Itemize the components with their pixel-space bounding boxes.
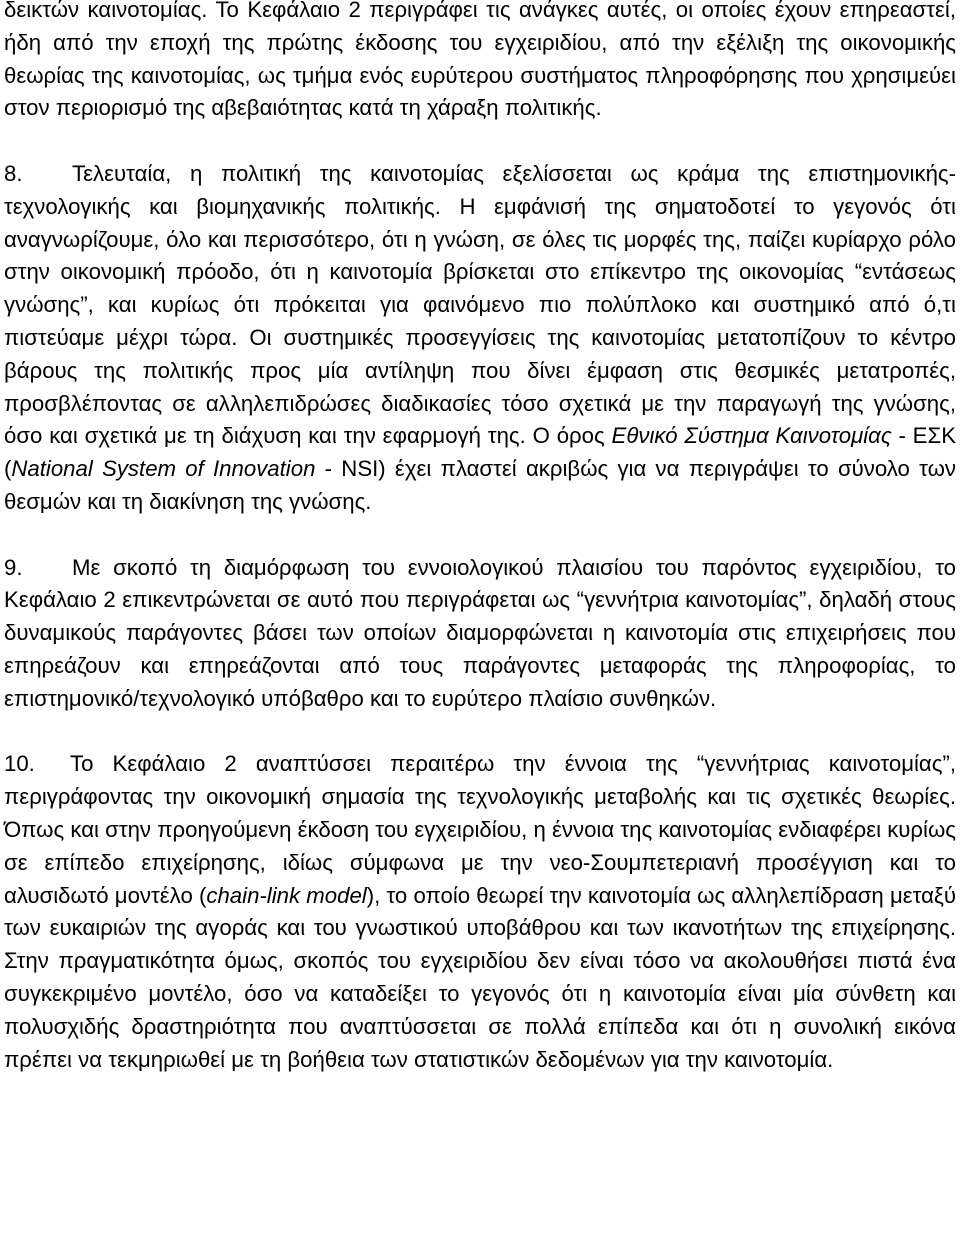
paragraph-8-italic-english: National System of Innovation bbox=[11, 456, 316, 482]
paragraph-10-number: 10. bbox=[4, 751, 35, 777]
paragraph-10-text-1: Το Κεφάλαιο 2 αναπτύσσει περαιτέρω την έννοια της “γεννήτριας καινοτομίας”, περιγράφοντας την οικονομική σημασία της τεχνολογικής μεταβολής και τις σχετικές θεωρίες. Όπως και στην προηγούμενη έκδοση του εγχειριδίου, η έννοια της καινοτομίας ενδιαφέρει κυρίως σε επίπεδο επιχείρησης, ιδίως σύμφωνα με την νεο-Σουμπετεριανή προσέγγιση και το αλυσιδωτό μοντέλο ( bbox=[4, 751, 956, 908]
paragraph-7-continuation bbox=[4, 0, 956, 125]
paragraph-spacer bbox=[4, 716, 956, 749]
paragraph-8-number: 8. bbox=[4, 160, 23, 186]
paragraph-8-text-3: - NSI) έχει πλαστεί ακριβώς για να περιγράψει το σύνολο των θεσμών και τη διακίνηση της γνώσης. bbox=[4, 456, 957, 514]
paragraph-10 bbox=[4, 748, 956, 1076]
paragraph-9 bbox=[4, 552, 956, 716]
paragraph-spacer bbox=[4, 519, 956, 552]
paragraph-8-italic-term: Εθνικό Σύστημα Καινοτομίας bbox=[611, 423, 892, 449]
document-page bbox=[4, 0, 956, 1076]
paragraph-9-number: 9. bbox=[4, 554, 23, 580]
paragraph-spacer bbox=[4, 125, 956, 158]
paragraph-7-text: δεικτών καινοτομίας. Το Κεφάλαιο 2 περιγράφει τις ανάγκες αυτές, οι οποίες έχουν επηρεαστεί, ήδη από την εποχή της πρώτης έκδοσης του εγχειριδίου, από την εξέλιξη της οικονομικής θεωρίας της καινοτομίας, ως τμήμα ενός ευρύτερου συστήματος πληροφόρησης που χρησιμεύει στον περιορισμό της αβεβαιότητας κατά τη χάραξη πολιτικής. bbox=[4, 0, 956, 121]
paragraph-8 bbox=[4, 158, 956, 519]
paragraph-8-text-1: Τελευταία, η πολιτική της καινοτομίας εξελίσσεται ως κράμα της επιστημονικής-τεχνολογικής και βιομηχανικής πολιτικής. Η εμφάνισή της σηματοδοτεί το γεγονός ότι αναγνωρίζουμε, όλο και περισσότερο, ότι η γνώση, σε όλες τις μορφές της, παίζει κυρίαρχο ρόλο στην οικονομική πρόοδο, ότι η καινοτομία βρίσκεται στο επίκεντρο της οικονομίας “εντάσεως γνώσης”, και κυρίως ότι πρόκειται για φαινόμενο πιο πολύπλοκο και συστημικό από ό,τι πιστεύαμε μέχρι τώρα. Οι συστημικές προσεγγίσεις της καινοτομίας μετατοπίζουν το κέντρο βάρους της πολιτικής προς μία αντίληψη που δίνει έμφαση στις θεσμικές μετατροπές, προσβλέποντας σε αλληλεπιδρώσες διαδικασίες τόσο σχετικά με την παραγωγή της γνώσης, όσο και σχετικά με τη διάχυση και την εφαρμογή της. Ο όρος bbox=[4, 160, 956, 449]
paragraph-9-text: Με σκοπό τη διαμόρφωση του εννοιολογικού πλαισίου του παρόντος εγχειριδίου, το Κεφάλαιο 2 επικεντρώνεται σε αυτό που περιγράφεται ως “γεννήτρια καινοτομίας”, δηλαδή στους δυναμικούς παράγοντες βάσει των οποίων διαμορφώνεται η καινοτομία στις επιχειρήσεις που επηρεάζουν και επηρεάζονται από τους παράγοντες μεταφοράς της πληροφορίας, το επιστημονικό/τεχνολογικό υπόβαθρο και το ευρύτερο πλαίσιο συνθηκών. bbox=[4, 554, 956, 711]
paragraph-10-italic-model: chain-link model bbox=[206, 882, 367, 908]
paragraph-10-text-2: ), το οποίο θεωρεί την καινοτομία ως αλληλεπίδραση μεταξύ των ευκαιριών της αγοράς και του γνωστικού υποβάθρου και των ικανοτήτων της επιχείρησης. Στην πραγματικότητα όμως, σκοπός του εγχειριδίου δεν είναι τόσο να ακολουθήσει πιστά ένα συγκεκριμένο μοντέλο, όσο να καταδείξει το γεγονός ότι η καινοτομία είναι μία σύνθετη και πολυσχιδής δραστηριότητα που αναπτύσσεται σε πολλά επίπεδα και ότι η συνολική εικόνα πρέπει να τεκμηριωθεί με τη βοήθεια των στατιστικών δεδομένων για την καινοτομία. bbox=[4, 882, 956, 1072]
paragraph-8-text-2: - ΕΣΚ ( bbox=[4, 423, 956, 482]
